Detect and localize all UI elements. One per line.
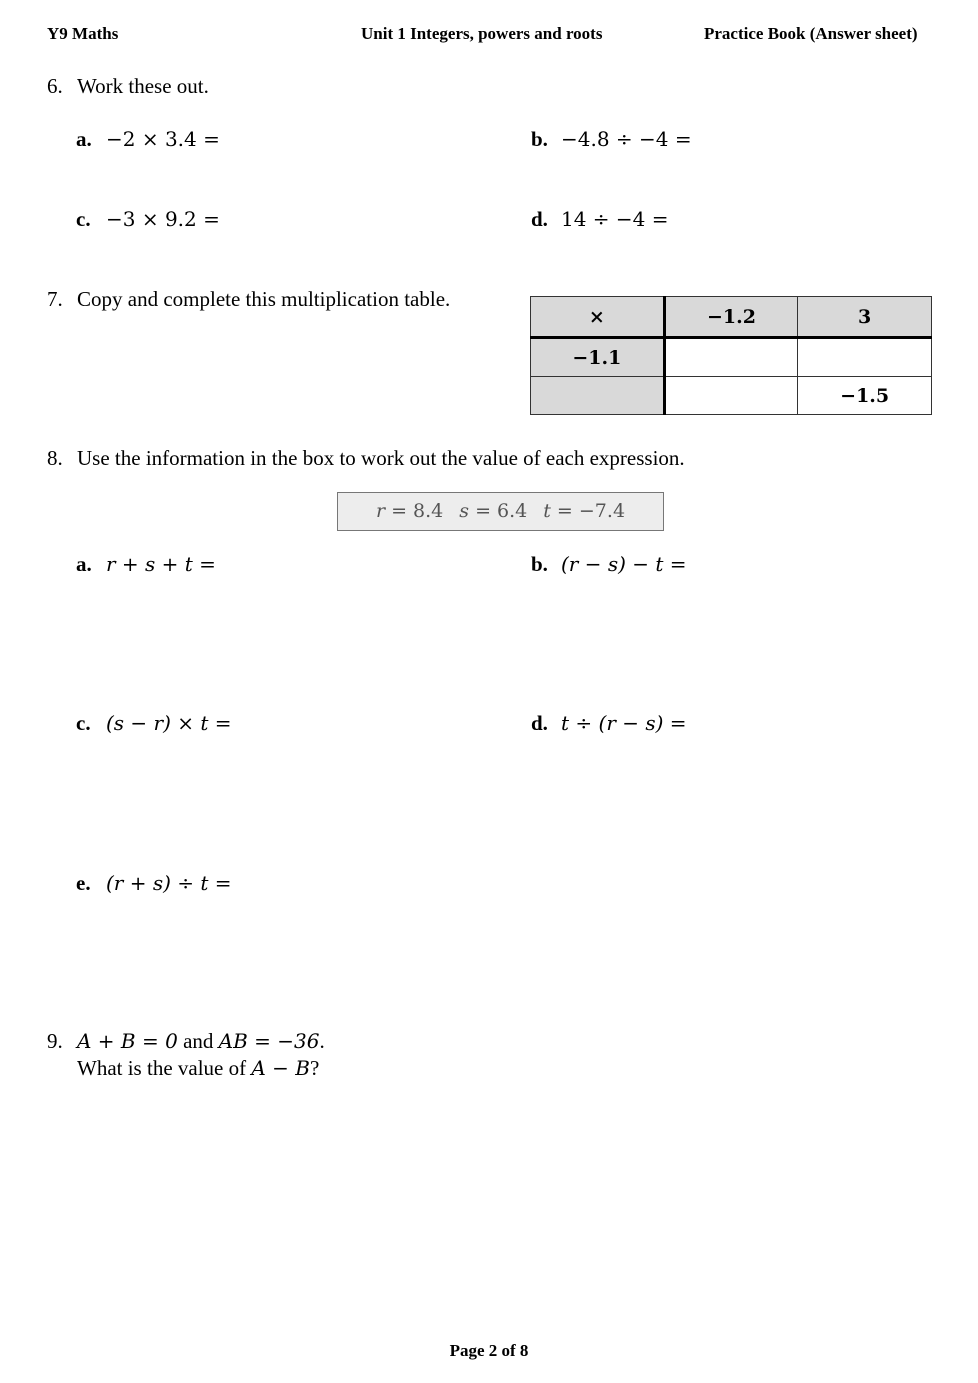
question-number: 6. — [47, 74, 63, 98]
question-number: 8. — [47, 446, 63, 470]
q6-part-a — [76, 127, 220, 152]
table-cell — [664, 377, 798, 415]
part-expression: −3 × 9.2 = — [106, 207, 220, 231]
question-9 — [47, 1029, 325, 1054]
question-7 — [47, 287, 450, 312]
question-number: 9. — [47, 1029, 63, 1053]
part-expression: (s − r) × t = — [106, 711, 232, 735]
multiplication-table — [530, 296, 932, 415]
part-label: d. — [531, 711, 548, 735]
q6-part-d — [531, 207, 669, 232]
question-text: Work these out. — [77, 74, 209, 98]
page-number: Page 2 of 8 — [449, 1341, 529, 1360]
header-subject: Y9 Maths — [47, 24, 119, 43]
part-label: c. — [76, 207, 91, 231]
q8-part-d — [531, 711, 687, 736]
part-expression: r + s + t = — [106, 552, 216, 576]
table-cell — [664, 338, 798, 377]
q8-part-b — [531, 552, 687, 577]
value-r: = 8.4 — [385, 500, 444, 522]
question-9-line-2 — [77, 1056, 319, 1081]
equation-product: AB = −36 — [218, 1029, 320, 1053]
part-label: b. — [531, 127, 548, 151]
equation-sum: A + B = 0 — [77, 1029, 178, 1053]
header-unit: Unit 1 Integers, powers and roots — [361, 24, 603, 43]
period: . — [319, 1029, 325, 1053]
part-label: b. — [531, 552, 548, 576]
part-expression: 14 ÷ −4 = — [561, 207, 669, 231]
table-col-header: 3 — [798, 297, 932, 338]
conjunction: and — [177, 1029, 219, 1053]
q8-part-c — [76, 711, 232, 736]
var-r: r — [375, 500, 386, 522]
table-row-header — [531, 377, 665, 415]
part-label: d. — [531, 207, 548, 231]
table-cell — [798, 338, 932, 377]
part-label: a. — [76, 127, 92, 151]
question-8 — [47, 446, 685, 471]
table-cell: −1.5 — [798, 377, 932, 415]
table-col-header: −1.2 — [664, 297, 798, 338]
question-mark: ? — [309, 1056, 320, 1080]
part-expression: (r − s) − t = — [561, 552, 687, 576]
q8-part-e — [76, 871, 232, 896]
q6-part-c — [76, 207, 220, 232]
question-text: Copy and complete this multiplication table. — [77, 287, 451, 311]
part-expression: (r + s) ÷ t = — [106, 871, 232, 895]
q6-part-b — [531, 127, 692, 152]
question-number: 7. — [47, 287, 63, 311]
table-row-header: −1.1 — [531, 338, 665, 377]
value-t: = −7.4 — [550, 500, 626, 522]
value-s: = 6.4 — [469, 500, 528, 522]
part-label: c. — [76, 711, 91, 735]
part-expression: t ÷ (r − s) = — [561, 711, 687, 735]
q8-part-a — [76, 552, 216, 577]
info-box — [337, 492, 664, 531]
var-t: t — [543, 500, 551, 522]
question-text: What is the value of — [77, 1056, 252, 1080]
part-label: e. — [76, 871, 91, 895]
part-expression: −4.8 ÷ −4 = — [561, 127, 692, 151]
var-s: s — [459, 500, 470, 522]
table-corner: × — [531, 297, 665, 338]
expression: A − B — [251, 1056, 310, 1080]
question-text: Use the information in the box to work out the value of each expression. — [77, 446, 685, 470]
question-6 — [47, 74, 209, 99]
part-label: a. — [76, 552, 92, 576]
header-book: Practice Book (Answer sheet) — [704, 24, 918, 43]
part-expression: −2 × 3.4 = — [106, 127, 220, 151]
